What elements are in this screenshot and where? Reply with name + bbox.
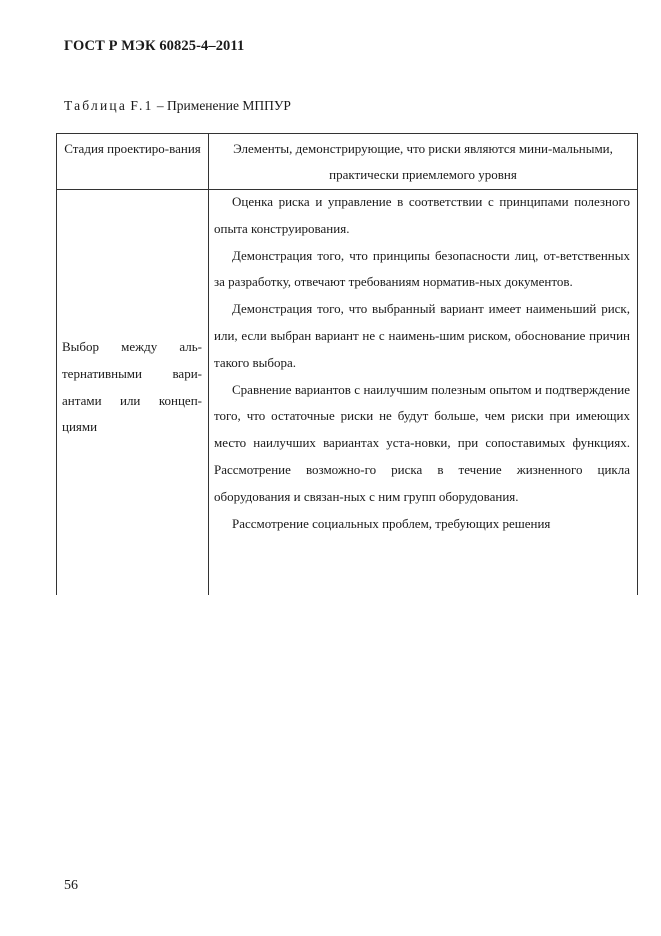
table-right-border <box>637 133 638 595</box>
paragraph-risk-assessment: Оценка риска и управление в соответствии с принципами полезного опыта конструирования. <box>214 194 630 236</box>
elements-cell <box>214 189 630 537</box>
header-elements: Элементы, демонстрирующие, что риски являются мини-мальными, практически приемлемого уровня <box>233 141 613 182</box>
paragraph-comparison: Сравнение вариантов с наилучшим полезным опытом и подтверждение того, что остаточные риски не будут больше, чем риски при имеющих место наилучших вариантах уста-новки, при сопоставимых функциях. Рассмотрение возможно-го риска в течение жизненного цикла оборудования и связан-ных с ним групп оборудования. <box>214 381 630 504</box>
mppur-table <box>56 133 638 595</box>
paragraph-safety-principles: Демонстрация того, что принципы безопасности лиц, от-ветственных за разработку, отвечают требованиям норматив-ных документов. <box>214 247 630 290</box>
caption-prefix: Таблица <box>64 98 128 113</box>
paragraph-social-issues: Рассмотрение социальных проблем, требующих решения <box>232 515 551 531</box>
header-design-stage: Стадия проектиро-вания <box>64 141 201 156</box>
table-left-border <box>56 133 57 595</box>
column-separator <box>208 133 209 595</box>
caption-number: F.1 <box>130 98 154 113</box>
caption-title: – Применение МППУР <box>153 98 291 113</box>
page-number: 56 <box>64 878 78 893</box>
stage-cell: Выбор между аль-тернативными вари-антами или концеп-циями <box>62 339 202 435</box>
table-top-border <box>56 133 638 134</box>
standard-designation: ГОСТ Р МЭК 60825-4–2011 <box>64 38 245 54</box>
table-caption <box>64 98 291 114</box>
paragraph-least-risk: Демонстрация того, что выбранный вариант имеет наименьший риск, или, если выбран вариант не с наимень-шим риском, обоснование причин такого выбора. <box>214 301 630 370</box>
